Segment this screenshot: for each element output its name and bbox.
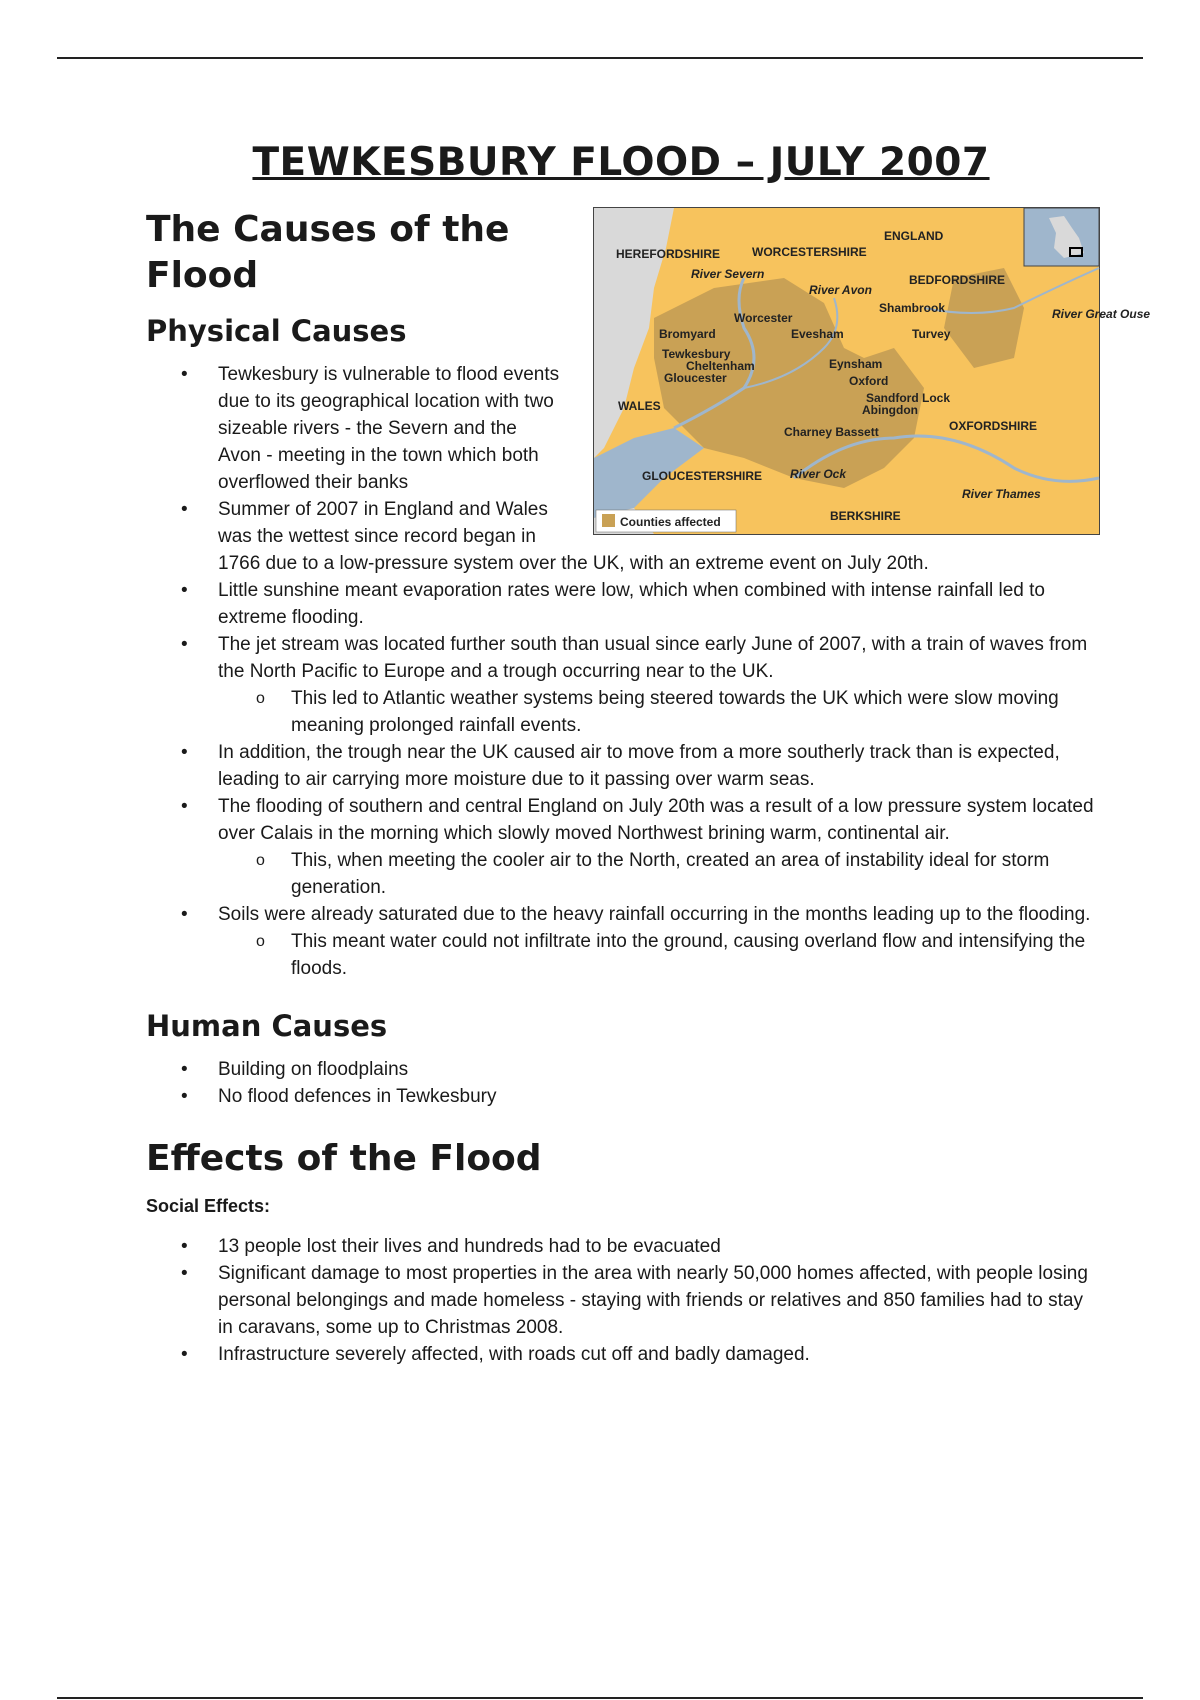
label-berkshire: BERKSHIRE [830,509,901,523]
list-item: • Significant damage to most properties in the area with nearly 50,000 homes affected, with people losing personal belongings and made homeless - staying with friends or relatives and 850 families had to stay in caravans, some up to Christmas 2008. [218,1260,1096,1341]
list-item: • Building on floodplains [218,1056,1096,1083]
label-gloucestershire: GLOUCESTERSHIRE [642,469,763,483]
label-eynsham: Eynsham [829,357,883,371]
list-item-text: The jet stream was located further south than usual since early June of 2007, with a train of waves from the North Pacific to Europe and a trough occurring near to the UK. [218,634,1088,682]
document-title: TEWKESBURY FLOOD – JULY 2007 [252,140,990,185]
list-item [218,631,1096,739]
list-item: • Little sunshine meant evaporation rates were low, which when combined with intense rainfall led to extreme flooding. [218,577,1096,631]
label-oxfordshire: OXFORDSHIRE [949,419,1038,433]
label-river-ock: River Ock [790,467,847,481]
label-turvey: Turvey [912,327,951,341]
sub-list-item: o This meant water could not infiltrate into the ground, causing overland flow and intensifying the floods. [291,928,1096,982]
human-causes-heading: Human Causes [146,1009,388,1043]
list-item: • In addition, the trough near the UK caused air to move from a more southerly track than is expected, leading to air carrying more moisture due to it passing over warm seas. [218,739,1096,793]
label-river-avon: River Avon [809,283,872,297]
label-tewkesbury: Tewkesbury [662,347,731,361]
list-item: • 13 people lost their lives and hundreds had to be evacuated [218,1233,1096,1260]
label-charney-bassett: Charney Bassett [784,425,879,439]
list-item [218,901,1096,982]
label-river-thames: River Thames [962,487,1041,501]
list-item-text: The flooding of southern and central England on July 20th was a result of a low pressure system located over Calais in the morning which slowly moved Northwest brining warm, continental air. [218,796,1094,844]
sub-list [218,847,1096,901]
sub-list [218,928,1096,982]
label-evesham: Evesham [791,327,844,341]
list-item: • No flood defences in Tewkesbury [218,1083,1096,1110]
label-worcester: Worcester [734,311,793,325]
top-rule [57,57,1143,59]
causes-heading: The Causes of the Flood [146,209,510,296]
label-shambrook: Shambrook [879,301,946,315]
label-bedfordshire: BEDFORDSHIRE [909,273,1006,287]
social-effects-list [146,1233,1096,1368]
list-item-text: Soils were already saturated due to the heavy rainfall occurring in the months leading up to the flooding. [218,904,1091,925]
list-item: • Tewkesbury is vulnerable to flood events due to its geographical location with two sizeable rivers - the Severn and the Avon - meeting in the town which both overflowed their banks [218,361,563,496]
sub-list-item: o This, when meeting the cooler air to the North, created an area of instability ideal for storm generation. [291,847,1096,901]
label-oxford: Oxford [849,374,889,388]
sub-list-item: o This led to Atlantic weather systems being steered towards the UK which were slow moving meaning prolonged rainfall events. [291,685,1096,739]
label-herefordshire: HEREFORDSHIRE [616,247,721,261]
list-item: • Summer of 2007 in England and Wales was the wettest since record began in 1766 due to a low-pressure system over the UK, with an extreme event on July 20th. [218,496,1096,577]
label-england: ENGLAND [884,229,944,243]
list-item: • Infrastructure severely affected, with roads cut off and badly damaged. [218,1341,1096,1368]
label-sandford-lock: Sandford Lock [866,391,951,405]
list-item [218,793,1096,901]
label-river-severn: River Severn [691,267,765,281]
physical-causes-heading: Physical Causes [146,314,407,348]
flood-map [593,207,1151,535]
legend-label: Counties affected [620,515,721,529]
label-gloucester: Gloucester [664,371,727,385]
effects-heading: Effects of the Flood [146,1138,542,1179]
human-causes-list [146,1056,1096,1110]
label-worcestershire: WORCESTERSHIRE [752,245,867,259]
flood-map-graphic [594,208,1151,534]
label-bromyard: Bromyard [659,327,716,341]
label-cheltenham: Cheltenham [686,359,755,373]
document-body [146,140,1151,1368]
bottom-rule [57,1697,1143,1699]
sub-list [218,685,1096,739]
social-effects-label: Social Effects: [146,1196,271,1216]
label-wales: WALES [618,399,661,413]
label-abingdon: Abingdon [862,403,918,417]
label-river-great-ouse: River Great Ouse [1052,307,1151,321]
